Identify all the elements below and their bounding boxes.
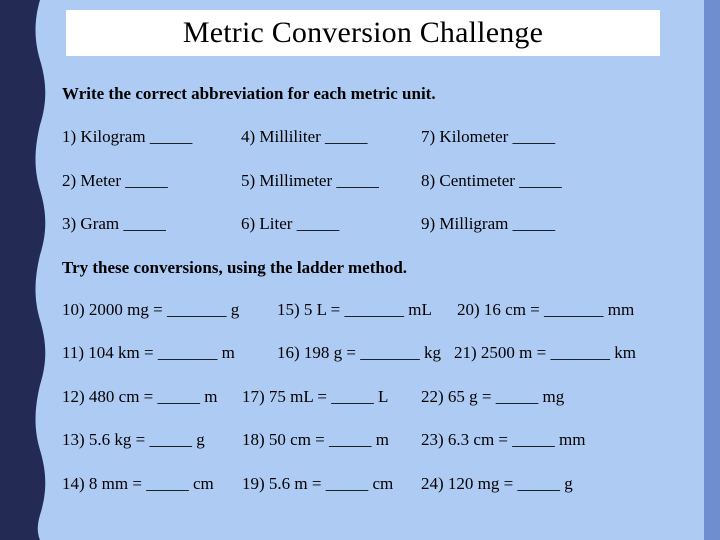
abbreviation-item-3: 3) Gram _____	[62, 214, 166, 233]
conversion-item-14: 14) 8 mm = _____ cm	[62, 474, 214, 493]
conversion-item-24: 24) 120 mg = _____ g	[421, 474, 573, 493]
conversion-item-13: 13) 5.6 kg = _____ g	[62, 430, 205, 449]
abbreviation-item-9: 9) Milligram _____	[421, 214, 556, 233]
abbreviation-item-1: 1) Kilogram _____	[62, 127, 193, 146]
abbreviation-item-4: 4) Milliliter _____	[241, 127, 368, 146]
abbreviation-item-5: 5) Millimeter _____	[241, 171, 379, 190]
conversion-item-21: 21) 2500 m = _______ km	[454, 343, 636, 362]
conversion-item-16: 16) 198 g = _______ kg	[277, 343, 441, 362]
instructions-abbreviations: Write the correct abbreviation for each metric unit.	[62, 84, 436, 103]
decorative-wavy-band	[0, 0, 55, 540]
conversion-item-23: 23) 6.3 cm = _____ mm	[421, 430, 586, 449]
title-box	[66, 10, 660, 56]
conversion-item-12: 12) 480 cm = _____ m	[62, 387, 218, 406]
abbreviation-item-2: 2) Meter _____	[62, 171, 168, 190]
conversion-item-15: 15) 5 L = _______ mL	[277, 300, 432, 319]
page-title: Metric Conversion Challenge	[182, 16, 544, 49]
conversion-item-22: 22) 65 g = _____ mg	[421, 387, 565, 406]
abbreviation-item-6: 6) Liter _____	[241, 214, 340, 233]
conversion-item-20: 20) 16 cm = _______ mm	[457, 300, 635, 319]
conversion-item-17: 17) 75 mL = _____ L	[242, 387, 389, 406]
conversion-item-18: 18) 50 cm = _____ m	[242, 430, 389, 449]
conversion-item-10: 10) 2000 mg = _______ g	[62, 300, 240, 319]
abbreviation-item-8: 8) Centimeter _____	[421, 171, 562, 190]
instructions-conversions: Try these conversions, using the ladder method.	[62, 258, 408, 277]
abbreviation-item-7: 7) Kilometer _____	[421, 127, 556, 146]
decorative-right-band	[704, 0, 720, 540]
conversion-item-19: 19) 5.6 m = _____ cm	[242, 474, 394, 493]
conversion-item-11: 11) 104 km = _______ m	[62, 343, 235, 362]
